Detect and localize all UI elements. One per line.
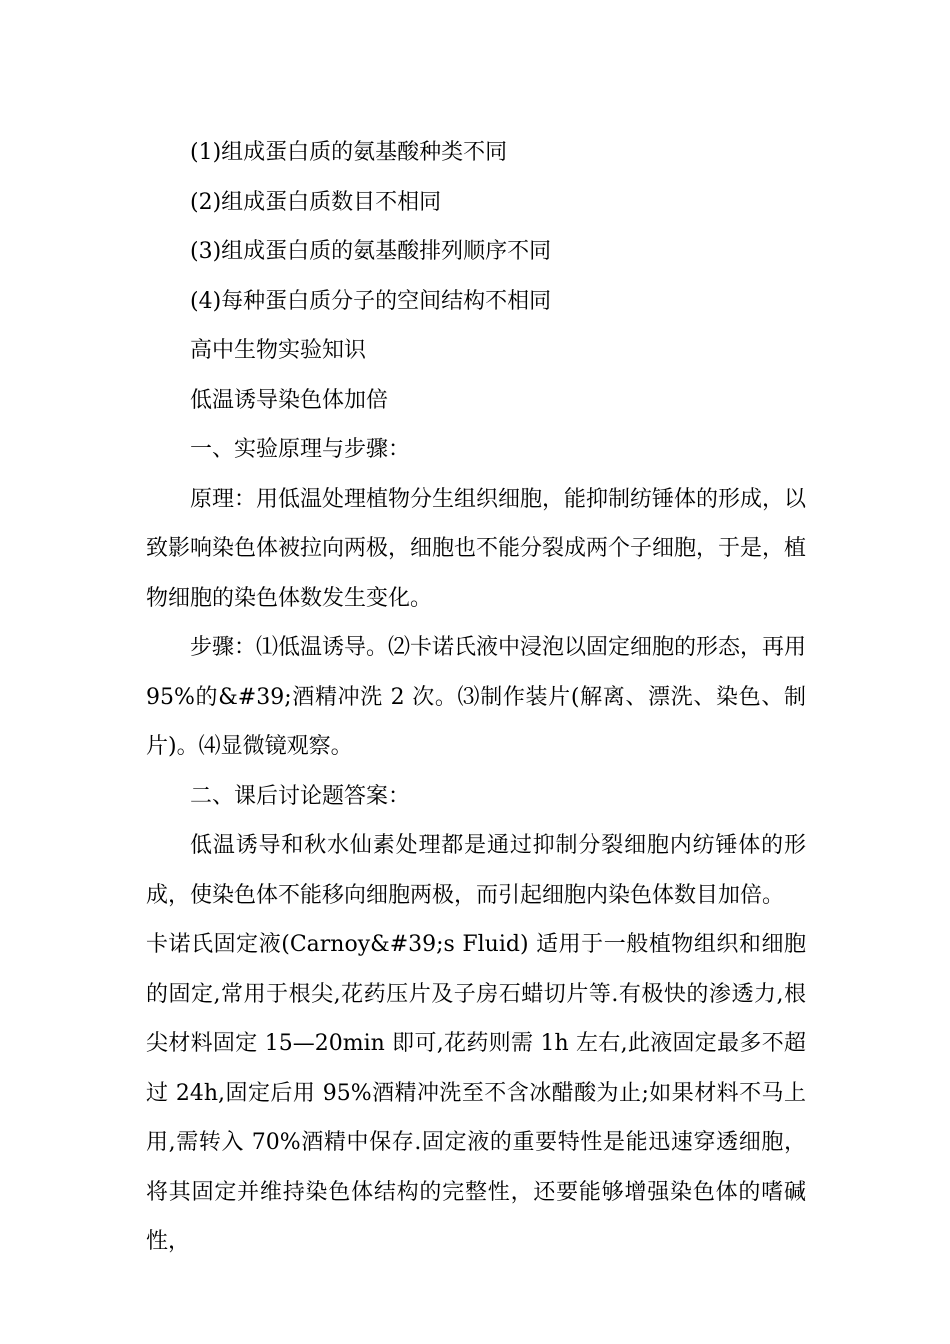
paragraph-carnoy-fluid: 卡诺氏固定液(Carnoy&#39;s Fluid) 适用于一般植物组织和细胞的固定,常用于根尖,花药压片及子房石蜡切片等.有极快的渗透力,根尖材料固定 15—20min 即可,花药则需 1h 左右,此液固定最多不超过 24h,固定后用 95%酒精冲洗至不含冰醋酸为止;如果材料不马上用,需转入 70%酒精中保存.固定液的重要特性是能迅速穿透细胞，将其固定并维持染色体结构的完整性，还要能够增强染色体的嗜碱性， xyxy=(146,932,806,1254)
paragraph-principle: 原理：用低温处理植物分生组织细胞，能抑制纺锤体的形成，以致影响染色体被拉向两极，细胞也不能分裂成两个子细胞，于是，植物细胞的染色体数发生变化。 xyxy=(146,486,807,611)
paragraph-steps: 步骤：⑴低温诱导。⑵卡诺氏液中浸泡以固定细胞的形态，再用 95%的&#39;酒精冲洗 2 次。⑶制作装片(解离、漂洗、染色、制片)。⑷显微镜观察。 xyxy=(146,635,807,759)
document-page xyxy=(146,128,806,1267)
section-title: 高中生物实验知识 xyxy=(190,338,367,363)
list-item-3: (3)组成蛋白质的氨基酸排列顺序不同 xyxy=(190,239,552,264)
heading-principle-steps: 一、实验原理与步骤： xyxy=(190,437,411,462)
list-item-2: (2)组成蛋白质数目不相同 xyxy=(190,189,442,215)
list-item-4: (4)每种蛋白质分子的空间结构不相同 xyxy=(190,288,552,314)
list-item-1: (1)组成蛋白质的氨基酸种类不同 xyxy=(190,140,508,165)
heading-discussion: 二、课后讨论题答案： xyxy=(190,783,411,809)
paragraph-discussion-answer: 低温诱导和秋水仙素处理都是通过抑制分裂细胞内纺锤体的形成，使染色体不能移向细胞两极，而引起细胞内染色体数目加倍。 xyxy=(146,833,806,908)
experiment-title: 低温诱导染色体加倍 xyxy=(190,387,389,413)
